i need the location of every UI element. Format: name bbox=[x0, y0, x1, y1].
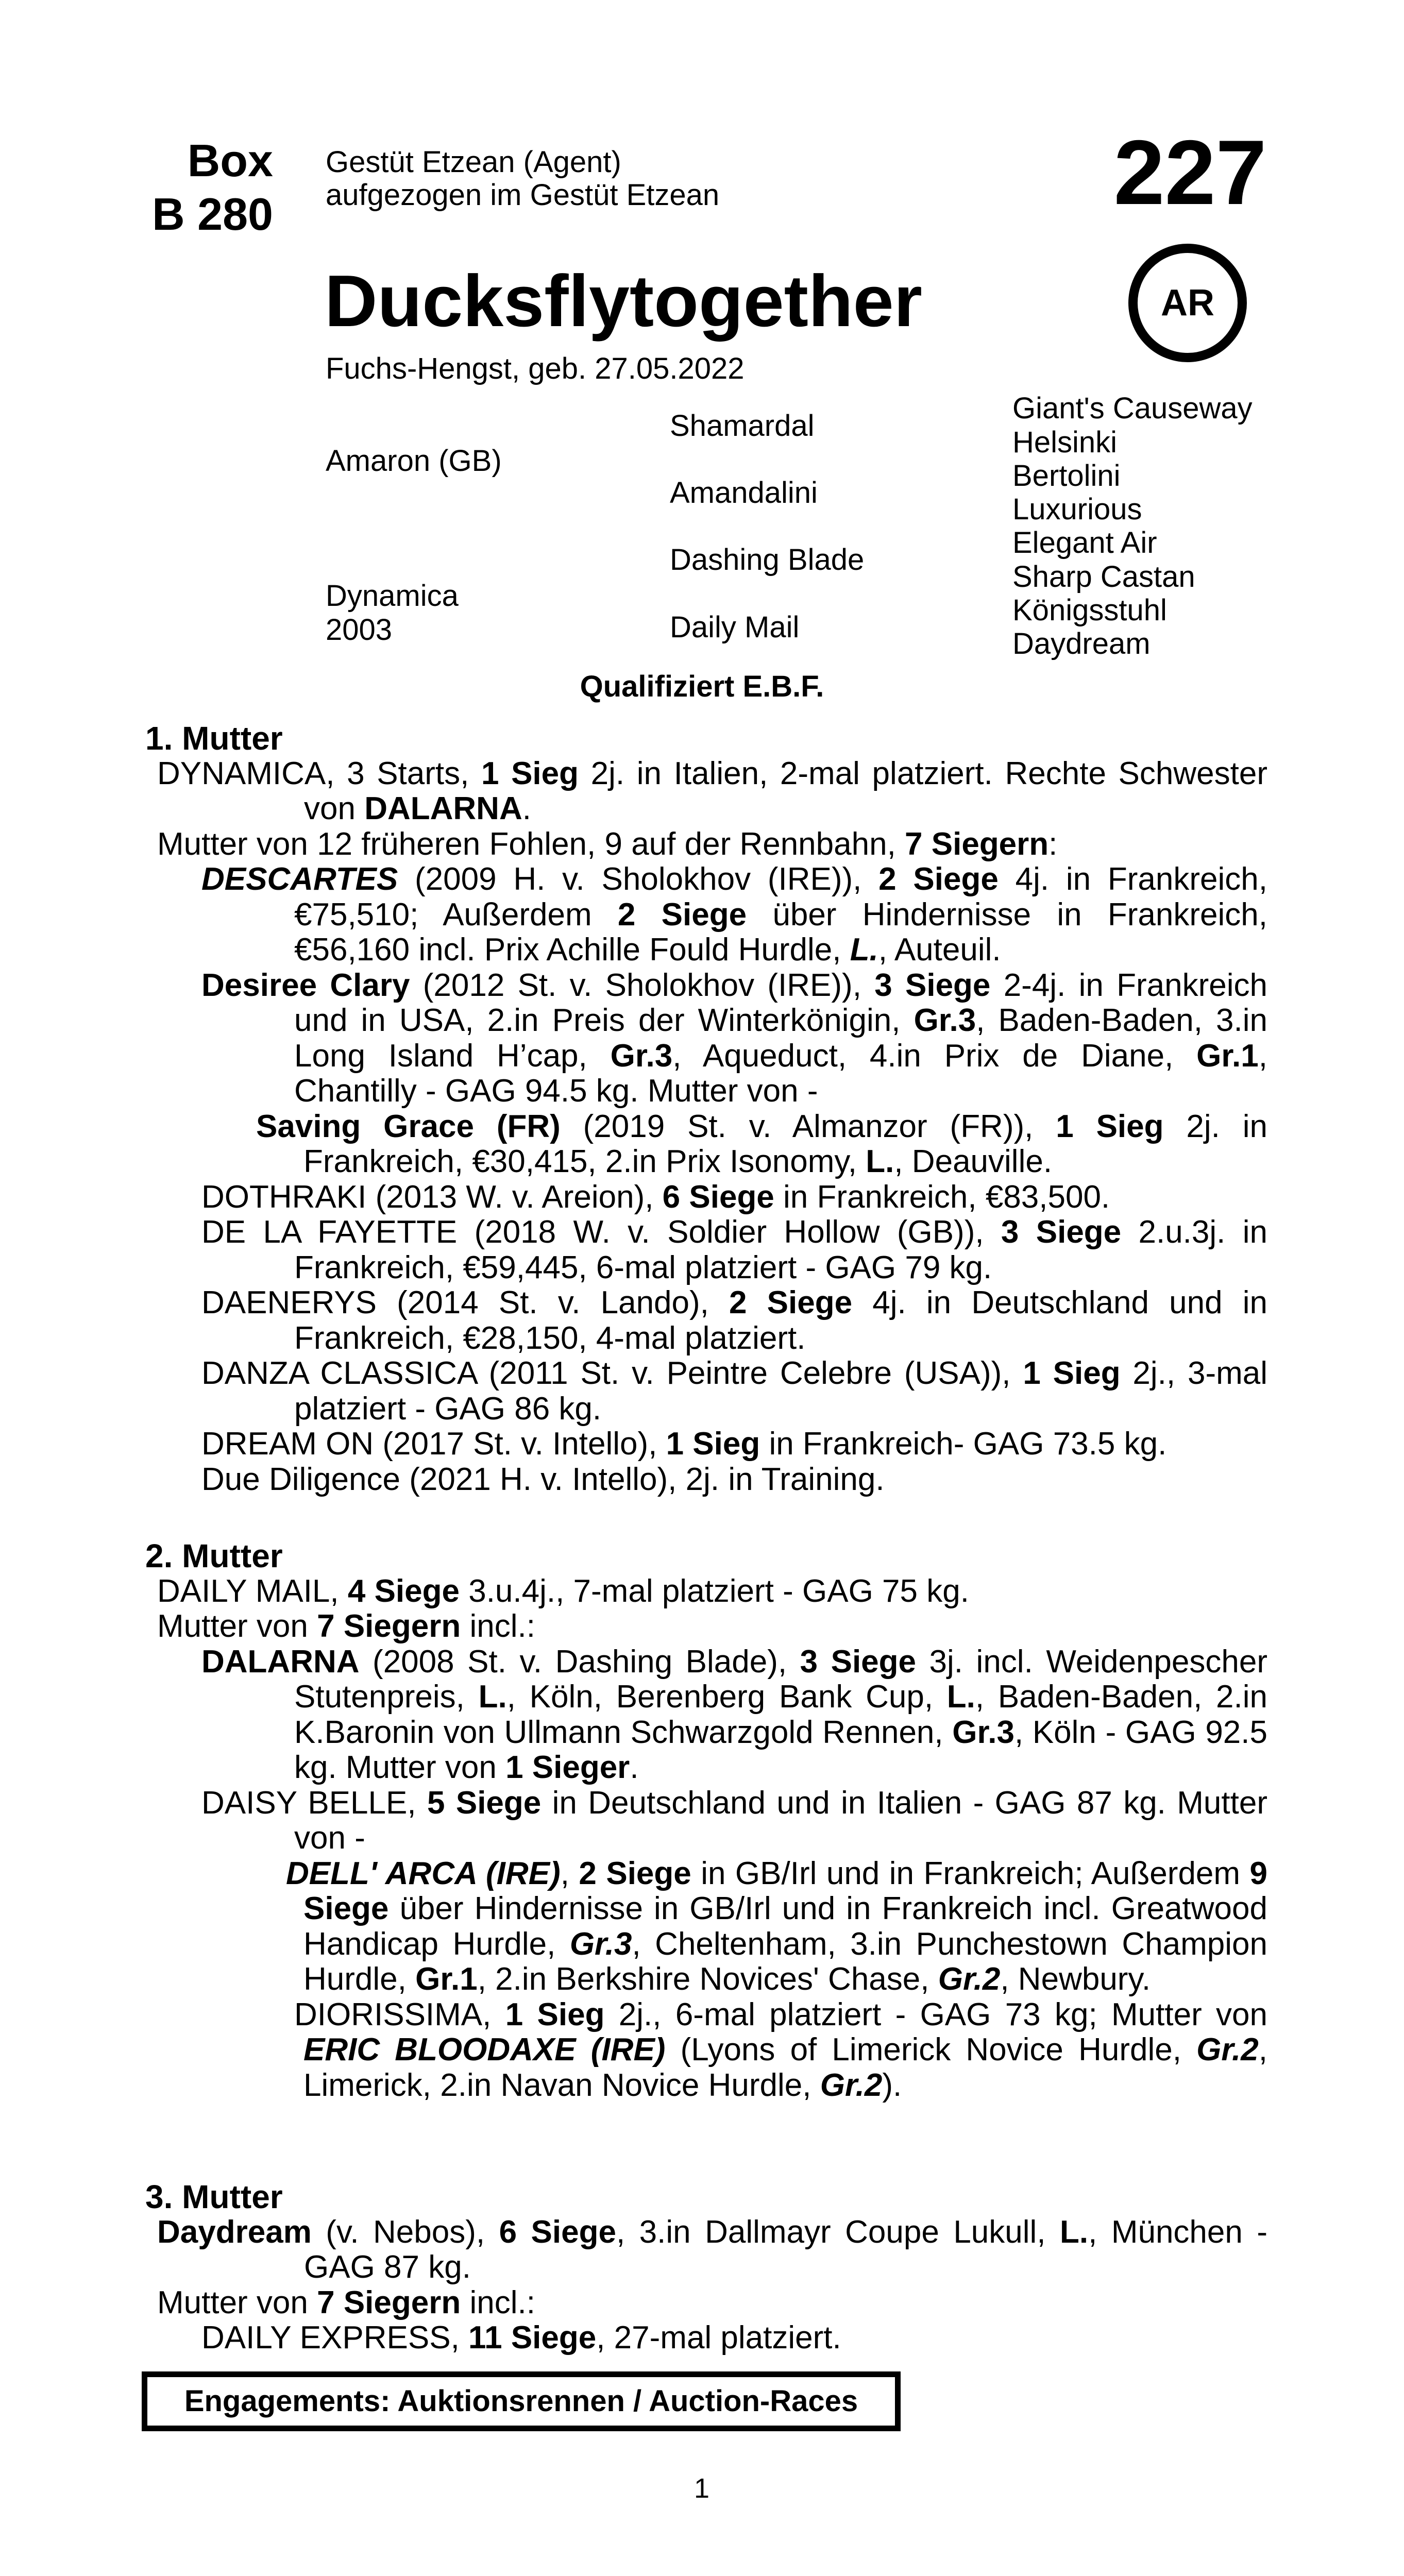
grade: Gr.2 bbox=[938, 1961, 1001, 1997]
grade: L. bbox=[850, 932, 878, 968]
section-heading: 2. Mutter bbox=[145, 1537, 283, 1574]
text: DAILY EXPRESS, bbox=[201, 2320, 469, 2355]
produce-summary bbox=[145, 827, 1267, 862]
text: in Frankreich, €83,500. bbox=[774, 1179, 1110, 1215]
text: , Baden-Baden, 3.in Long Island H’cap, bbox=[294, 1003, 1267, 1074]
text: Mutter von bbox=[157, 2284, 317, 2320]
offspring-name: Saving Grace (FR) bbox=[256, 1108, 561, 1144]
grade: Gr.1 bbox=[1196, 1038, 1259, 1074]
text: in Frankreich- GAG 73.5 kg. bbox=[760, 1426, 1167, 1462]
text: , bbox=[560, 1855, 579, 1891]
text: Mutter von bbox=[157, 1608, 317, 1644]
text: incl.: bbox=[461, 1608, 535, 1644]
grade: Gr.3 bbox=[569, 1926, 632, 1962]
text: DAILY MAIL, bbox=[157, 1573, 348, 1609]
offspring-dalarna bbox=[145, 1645, 1267, 1786]
text: . bbox=[630, 1750, 639, 1785]
wins: 2 Siege bbox=[729, 1285, 853, 1320]
wins: 1 Sieg bbox=[481, 755, 579, 791]
section-heading: 1. Mutter bbox=[145, 720, 283, 757]
dam-record bbox=[145, 2215, 1267, 2285]
wins: 1 Sieg bbox=[666, 1426, 760, 1462]
text: (2009 H. v. Sholokhov (IRE)), bbox=[398, 861, 879, 897]
wins: 1 Sieg bbox=[505, 1996, 605, 2032]
offspring-danza-classica bbox=[145, 1356, 1267, 1427]
text: , Köln, Berenberg Bank Cup, bbox=[506, 1679, 947, 1715]
pedigree-sire-sire: Shamardal bbox=[670, 409, 815, 443]
offspring-desiree-clary bbox=[145, 968, 1267, 1109]
text: Mutter von 12 früheren Fohlen, 9 auf der Rennbahn, bbox=[157, 826, 905, 862]
text: 2j., 6-mal platziert - GAG 73 kg; Mutter von bbox=[604, 1996, 1268, 2032]
wins: 1 Sieg bbox=[1023, 1355, 1121, 1391]
wins: 6 Siege bbox=[499, 2214, 616, 2250]
wins: 2 Siege bbox=[878, 861, 999, 897]
wins: 3 Siege bbox=[874, 967, 991, 1003]
pedigree-gen3: Sharp Castan bbox=[1012, 560, 1195, 594]
text: , Auteuil. bbox=[878, 932, 1001, 968]
winners: 1 Sieger bbox=[505, 1750, 630, 1785]
text: in Deutschland und in Italien - GAG 87 kg. Mutter von - bbox=[294, 1785, 1267, 1856]
text: , Aqueduct, 4.in Prix de Diane, bbox=[672, 1038, 1197, 1074]
pedigree-gen3: Helsinki bbox=[1012, 426, 1118, 459]
text: DE LA FAYETTE (2018 W. v. Soldier Hollow (GB)), bbox=[201, 1214, 1001, 1250]
winners: 7 Siegern bbox=[317, 1608, 461, 1644]
offspring-daily-express bbox=[145, 2320, 1267, 2356]
offspring-name: Desiree Clary bbox=[201, 967, 410, 1003]
grade: L. bbox=[866, 1144, 894, 1179]
dam-name: Daydream bbox=[157, 2214, 312, 2250]
dam-name: DYNAMICA bbox=[157, 755, 326, 791]
text: über Hindernisse in GB/Irl und in Frankreich incl. Greatwood Handicap Hurdle, bbox=[303, 1891, 1267, 1962]
first-dam-section bbox=[145, 721, 1267, 1497]
produce-summary bbox=[145, 1609, 1267, 1645]
text: 4j. in Deutschland und in Frankreich, €28,150, 4-mal platziert. bbox=[294, 1285, 1267, 1356]
offspring-dell-arca bbox=[145, 1856, 1267, 1997]
box-number: B 280 bbox=[152, 189, 273, 240]
ar-badge-label: AR bbox=[1161, 282, 1214, 324]
ar-badge-icon bbox=[1128, 244, 1247, 362]
third-dam-section bbox=[145, 2179, 1267, 2356]
offspring-saving-grace bbox=[145, 1109, 1267, 1180]
text: DOTHRAKI (2013 W. v. Areion), bbox=[201, 1179, 663, 1215]
grade: Gr.2 bbox=[820, 2067, 883, 2103]
text: 2j. in Italien, 2-mal platziert. Rechte Schwester von bbox=[304, 755, 1267, 826]
text: 2-4j. in Frankreich und in USA, 2.in Preis der Winterkönigin, bbox=[294, 967, 1267, 1038]
text: 4j. in Frankreich, €75,510; Außerdem bbox=[294, 861, 1267, 933]
text: , Newbury. bbox=[1000, 1961, 1151, 1997]
pedigree-gen3: Königsstuhl bbox=[1012, 594, 1167, 627]
grade: Gr.3 bbox=[914, 1003, 976, 1038]
text: DIORISSIMA, bbox=[294, 1996, 505, 2032]
horse-details: Fuchs-Hengst, geb. 27.05.2022 bbox=[326, 352, 745, 385]
text: , Chantilly - GAG 94.5 kg. Mutter von - bbox=[294, 1038, 1267, 1109]
text: , 3 Starts, bbox=[326, 755, 481, 791]
text: 2.u.3j. in Frankreich, €59,445, 6-mal platziert - GAG 79 kg. bbox=[294, 1214, 1267, 1285]
offspring-dream-on bbox=[145, 1427, 1267, 1462]
grade: Gr.1 bbox=[415, 1961, 478, 1997]
text: , 27-mal platziert. bbox=[596, 2320, 841, 2355]
text: ). bbox=[882, 2067, 902, 2103]
qualification-note: Qualifiziert E.B.F. bbox=[580, 670, 824, 703]
winners: 7 Siegern bbox=[905, 826, 1049, 862]
pedigree-sire-dam: Amandalini bbox=[670, 476, 818, 510]
text: . bbox=[522, 791, 531, 826]
text: , Cheltenham, 3.in Punchestown Champion Hurdle, bbox=[303, 1926, 1267, 1997]
dam-record bbox=[145, 1574, 1267, 1609]
pedigree-gen3: Bertolini bbox=[1012, 459, 1121, 493]
raised-at: aufgezogen im Gestüt Etzean bbox=[326, 178, 720, 212]
box-label: Box bbox=[187, 135, 273, 186]
grade: Gr.2 bbox=[1196, 2032, 1259, 2067]
offspring-name: ERIC BLOODAXE (IRE) bbox=[303, 2032, 666, 2067]
pedigree-dam-dam: Daily Mail bbox=[670, 611, 800, 644]
text: , 3.in Dallmayr Coupe Lukull, bbox=[616, 2214, 1060, 2250]
horse-name: Ducksflytogether bbox=[325, 260, 922, 342]
text: : bbox=[1048, 826, 1058, 862]
wins: 3 Siege bbox=[1001, 1214, 1122, 1250]
text: DAISY BELLE, bbox=[201, 1785, 427, 1821]
offspring-daenerys bbox=[145, 1285, 1267, 1356]
wins: 1 Sieg bbox=[1056, 1108, 1164, 1144]
offspring-due-diligence bbox=[145, 1462, 1267, 1498]
offspring-name: DELL' ARCA (IRE) bbox=[286, 1855, 561, 1891]
text: , Baden-Baden, 2.in K.Baronin von Ullmann Schwarzgold Rennen, bbox=[294, 1679, 1267, 1750]
text: DANZA CLASSICA (2011 St. v. Peintre Celebre (USA)), bbox=[201, 1355, 1023, 1391]
grade: L. bbox=[946, 1679, 975, 1715]
offspring-daisy-belle bbox=[145, 1786, 1267, 1856]
text: , Limerick, 2.in Navan Novice Hurdle, bbox=[303, 2032, 1267, 2103]
produce-summary bbox=[145, 2285, 1267, 2321]
pedigree-dam: Dynamica bbox=[326, 579, 459, 613]
grade: Gr.3 bbox=[610, 1038, 673, 1074]
wins: 4 Siege bbox=[347, 1573, 460, 1609]
text: 3.u.4j., 7-mal platziert - GAG 75 kg. bbox=[459, 1573, 969, 1609]
text: , München - GAG 87 kg. bbox=[304, 2214, 1267, 2285]
wins: 5 Siege bbox=[427, 1785, 542, 1821]
text: (2012 St. v. Sholokhov (IRE)), bbox=[410, 967, 875, 1003]
grade: L. bbox=[478, 1679, 507, 1715]
consignor: Gestüt Etzean (Agent) bbox=[326, 145, 621, 179]
text: (2008 St. v. Dashing Blade), bbox=[359, 1643, 800, 1680]
text: DREAM ON (2017 St. v. Intello), bbox=[201, 1426, 666, 1462]
wins: 3 Siege bbox=[800, 1643, 917, 1680]
text: Due Diligence (2021 H. v. Intello), 2j. in Training. bbox=[201, 1461, 885, 1497]
pedigree-gen3: Giant's Causeway bbox=[1012, 392, 1253, 425]
offspring-dothraki bbox=[145, 1180, 1267, 1215]
pedigree-gen3: Luxurious bbox=[1012, 493, 1142, 526]
text: (Lyons of Limerick Novice Hurdle, bbox=[665, 2032, 1197, 2067]
offspring-de-la-fayette bbox=[145, 1215, 1267, 1285]
pedigree-gen3: Daydream bbox=[1012, 627, 1151, 660]
pedigree-dam-sire: Dashing Blade bbox=[670, 543, 865, 577]
pedigree-dam-year: 2003 bbox=[326, 613, 393, 647]
wins: 2 Siege bbox=[579, 1855, 691, 1891]
offspring-name: DALARNA bbox=[201, 1643, 360, 1680]
text: incl.: bbox=[461, 2284, 535, 2320]
wins: 6 Siege bbox=[662, 1179, 774, 1215]
text: in GB/Irl und in Frankreich; Außerdem bbox=[691, 1855, 1250, 1891]
text: 2j. in Frankreich, €30,415, 2.in Prix Isonomy, bbox=[303, 1108, 1267, 1179]
wins: 2 Siege bbox=[617, 896, 747, 933]
text: (2019 St. v. Almanzor (FR)), bbox=[560, 1108, 1056, 1144]
lot-number: 227 bbox=[1113, 121, 1267, 224]
winners: 7 Siegern bbox=[317, 2284, 461, 2320]
engagements-box bbox=[142, 2371, 901, 2431]
text: , Köln - GAG 92.5 kg. Mutter von bbox=[294, 1714, 1267, 1785]
offspring-diorissima bbox=[145, 1997, 1267, 2104]
offspring-name: DESCARTES bbox=[201, 861, 398, 897]
text: , Deauville. bbox=[894, 1144, 1053, 1179]
engagements-label: Engagements: Auktionsrennen / Auction-Races bbox=[184, 2384, 858, 2418]
text: , 2.in Berkshire Novices' Chase, bbox=[477, 1961, 938, 1997]
pedigree-sire: Amaron (GB) bbox=[326, 444, 502, 478]
offspring-descartes bbox=[145, 862, 1267, 968]
text: 3j. incl. Weidenpescher Stutenpreis, bbox=[294, 1643, 1267, 1715]
pedigree-gen3: Elegant Air bbox=[1012, 526, 1157, 560]
sibling-name: DALARNA bbox=[364, 791, 522, 826]
text: (v. Nebos), bbox=[311, 2214, 499, 2250]
text: 2j., 3-mal platziert - GAG 86 kg. bbox=[294, 1355, 1267, 1427]
second-dam-section bbox=[145, 1538, 1267, 2103]
grade: Gr.3 bbox=[952, 1714, 1014, 1750]
section-heading: 3. Mutter bbox=[145, 2178, 283, 2215]
dam-record bbox=[145, 756, 1267, 827]
wins: 9 Siege bbox=[303, 1855, 1267, 1926]
page-number: 1 bbox=[693, 2473, 710, 2504]
text: über Hindernisse in Frankreich, €56,160 incl. Prix Achille Fould Hurdle, bbox=[294, 896, 1267, 968]
wins: 11 Siege bbox=[468, 2320, 597, 2355]
text: DAENERYS (2014 St. v. Lando), bbox=[201, 1285, 730, 1320]
grade: L. bbox=[1060, 2214, 1089, 2250]
